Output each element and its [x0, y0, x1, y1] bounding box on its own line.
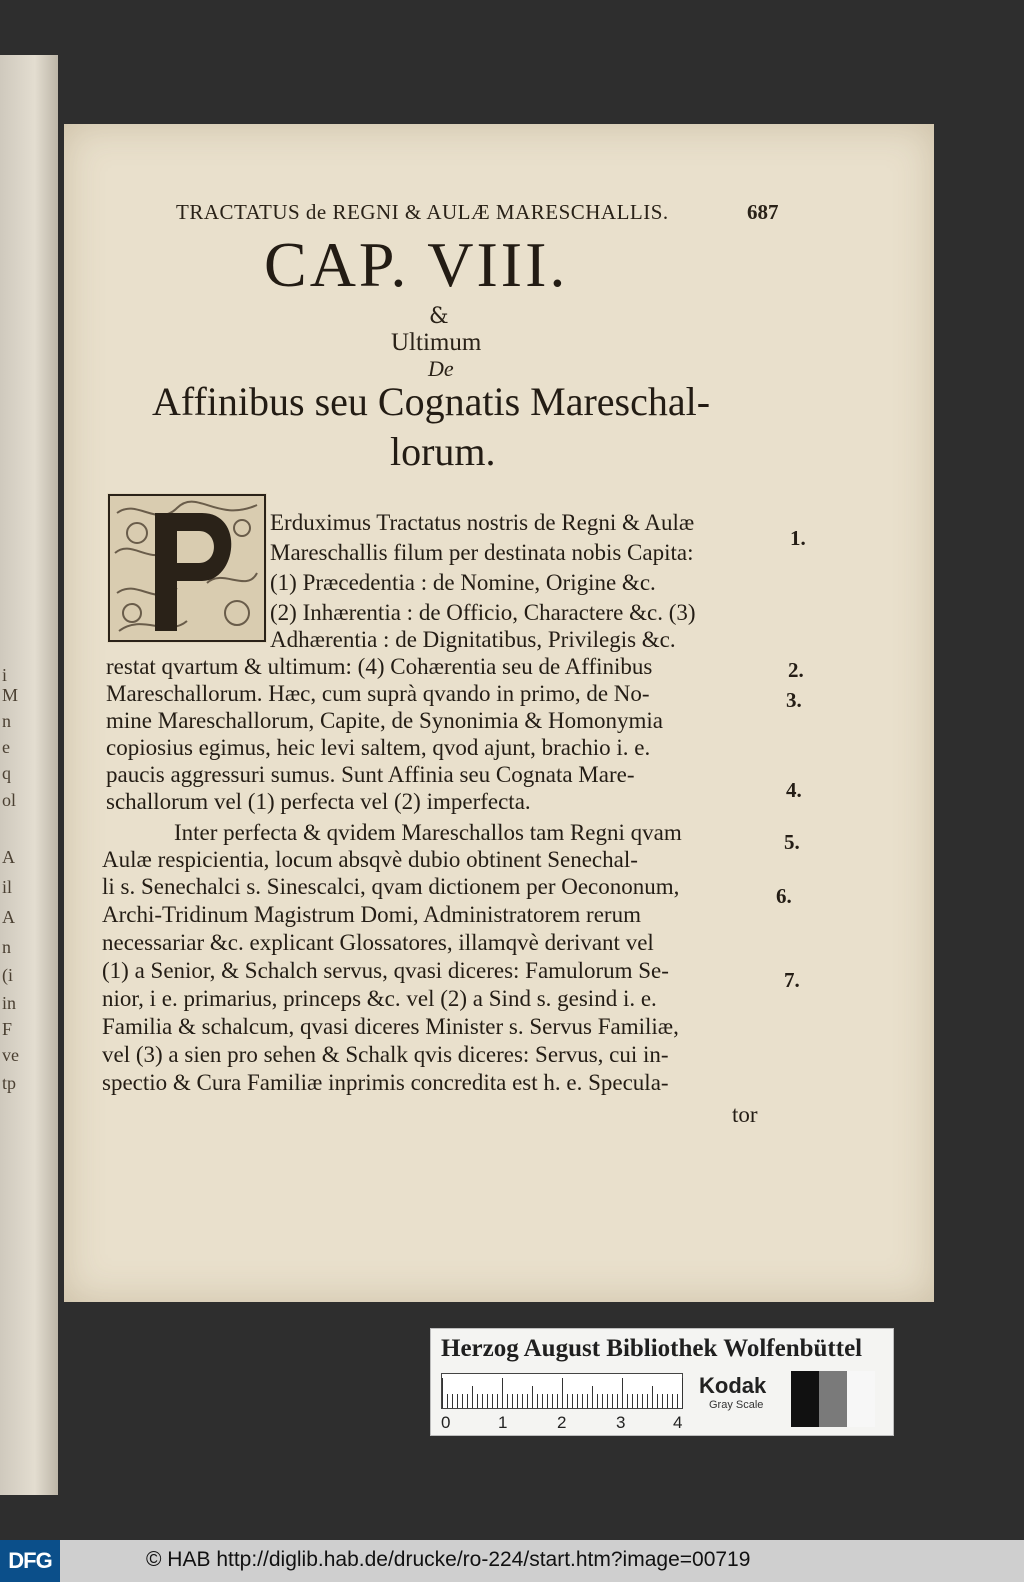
dfg-logo[interactable]: DFG	[0, 1540, 60, 1582]
gray-scale-label: Gray Scale	[709, 1399, 764, 1411]
margin-number: 5.	[784, 830, 800, 854]
text-line: Adhærentia : de Dignitatibus, Privilegis &c.	[270, 627, 676, 652]
decorated-initial-graphic	[107, 493, 267, 643]
text-line: restat qvartum & ultimum: (4) Cohærentia seu de Affinibus	[106, 654, 653, 679]
scale-ruler	[441, 1373, 683, 1409]
ruler-tick	[562, 1378, 563, 1408]
margin-number: 2.	[788, 658, 804, 682]
text-line: Familia & schalcum, qvasi diceres Minister s. Servus Familiæ,	[102, 1014, 679, 1039]
ruler-tick	[597, 1394, 598, 1408]
ruler-tick	[477, 1394, 478, 1408]
page-number: 687	[747, 200, 779, 224]
ruler-tick	[607, 1394, 608, 1408]
ruler-tick	[517, 1394, 518, 1408]
text-line: tor	[732, 1102, 758, 1127]
prev-page-fragment: il	[2, 877, 13, 897]
ruler-tick	[527, 1394, 528, 1408]
margin-number: 3.	[786, 688, 802, 712]
text-line: li s. Senechalci s. Sinescalci, qvam dictionem per Oecononum,	[102, 874, 680, 899]
kodak-brand: Kodak	[699, 1373, 767, 1398]
ruler-tick	[582, 1394, 583, 1408]
prev-page-fragment: (i	[2, 965, 13, 985]
ruler-tick	[447, 1394, 448, 1408]
prev-page-fragment: n	[2, 711, 11, 731]
ruler-tick	[522, 1394, 523, 1408]
chapter-title-line2: lorum.	[390, 429, 496, 474]
ruler-tick	[567, 1394, 568, 1408]
text-line: vel (3) a sien pro sehen & Schalk qvis diceres: Servus, cui in-	[102, 1042, 669, 1067]
text-line: copiosius egimus, heic levi saltem, qvod ajunt, brachio i. e.	[106, 735, 651, 760]
text-line: (2) Inhærentia : de Officio, Charactere &c. (3)	[270, 600, 696, 625]
prev-page-fragment: tp	[2, 1073, 17, 1093]
ruler-tick	[587, 1394, 588, 1408]
text-line: nior, i e. primarius, princeps &c. vel (2) a Sind s. gesind i. e.	[102, 986, 657, 1011]
ruler-number: 0	[441, 1413, 451, 1432]
ruler-tick	[552, 1394, 553, 1408]
ruler-number: 1	[498, 1413, 508, 1432]
text-line: Aulæ respicientia, locum absqvè dubio obtinent Senechal-	[102, 847, 638, 872]
ruler-number: 4	[673, 1413, 683, 1432]
ruler-tick	[622, 1378, 623, 1408]
ruler-tick	[462, 1394, 463, 1408]
ruler-tick	[547, 1394, 548, 1408]
ornament-icon: &	[429, 304, 449, 329]
prev-page-fragment: i	[2, 665, 8, 685]
text-line: (1) a Senior, & Schalch servus, qvasi diceres: Famulorum Se-	[102, 958, 669, 983]
ruler-tick	[612, 1394, 613, 1408]
margin-number: 1.	[790, 526, 806, 550]
library-name: Herzog August Bibliothek Wolfenbüttel	[441, 1335, 863, 1362]
ruler-tick	[657, 1394, 658, 1408]
text-line: Mareschallorum. Hæc, cum suprà qvando in primo, de No-	[106, 681, 650, 706]
ruler-tick	[502, 1378, 503, 1408]
prev-page-fragment: F	[2, 1019, 13, 1039]
swatch-black	[791, 1371, 819, 1427]
text-line: (1) Præcedentia : de Nomine, Origine &c.	[270, 570, 656, 595]
prev-page-fragment: A	[2, 907, 15, 927]
prev-page-fragment: ol	[2, 790, 17, 810]
text-line: Archi-Tridinum Magistrum Domi, Administratorem rerum	[102, 902, 641, 927]
text-line: spectio & Cura Familiæ inprimis concredita est h. e. Specula-	[102, 1070, 669, 1095]
margin-number: 7.	[784, 968, 800, 992]
library-color-label	[430, 1328, 894, 1436]
ruler-tick	[452, 1394, 453, 1408]
copyright-link[interactable]: © HAB http://diglib.hab.de/drucke/ro-224/start.htm?image=00719	[146, 1548, 751, 1571]
chapter-title-line1: Affinibus seu Cognatis Mareschal-	[152, 379, 711, 424]
text-line: paucis aggressuri sumus. Sunt Affinia seu Cognata Mare-	[106, 762, 635, 787]
ruler-tick	[682, 1378, 683, 1408]
ruler-tick	[492, 1394, 493, 1408]
ruler-tick	[537, 1394, 538, 1408]
chapter-de: De	[428, 356, 454, 381]
prev-page-fragment: ve	[2, 1045, 19, 1065]
text-line: necessariar &c. explicant Glossatores, illamqvè derivant vel	[102, 930, 654, 955]
text-line: Mareschallis filum per destinata nobis Capita:	[270, 540, 694, 565]
ruler-tick	[592, 1386, 593, 1408]
ruler-number: 2	[557, 1413, 567, 1432]
ruler-tick	[627, 1394, 628, 1408]
ruler-tick	[482, 1394, 483, 1408]
ruler-tick	[497, 1394, 498, 1408]
ruler-tick	[672, 1394, 673, 1408]
prev-page-fragment: M	[2, 685, 19, 705]
swatch-white	[847, 1371, 875, 1427]
ruler-tick	[617, 1394, 618, 1408]
ruler-tick	[602, 1394, 603, 1408]
prev-page-fragment: n	[2, 937, 11, 957]
previous-page-edge	[0, 55, 58, 1495]
ruler-tick	[442, 1378, 443, 1408]
ruler-tick	[662, 1394, 663, 1408]
gray-swatches	[791, 1371, 875, 1427]
ruler-tick	[542, 1394, 543, 1408]
text-line: Inter perfecta & qvidem Mareschallos tam Regni qvam	[174, 820, 682, 845]
ruler-tick	[642, 1394, 643, 1408]
chapter-ultimum: Ultimum	[391, 329, 482, 356]
margin-number: 6.	[776, 884, 792, 908]
swatch-gray	[819, 1371, 847, 1427]
ruler-tick	[667, 1394, 668, 1408]
ruler-tick	[632, 1394, 633, 1408]
ruler-tick	[512, 1394, 513, 1408]
margin-number: 4.	[786, 778, 802, 802]
ruler-tick	[557, 1394, 558, 1408]
ruler-tick	[457, 1394, 458, 1408]
ruler-tick	[577, 1394, 578, 1408]
ruler-tick	[647, 1394, 648, 1408]
ruler-tick	[532, 1386, 533, 1408]
chapter-heading: CAP. VIII.	[264, 229, 569, 300]
running-title: TRACTATUS de REGNI & AULÆ MARESCHALLIS.	[176, 200, 669, 224]
ruler-tick	[652, 1386, 653, 1408]
text-line: Erduximus Tractatus nostris de Regni & Aulæ	[270, 510, 695, 535]
text-line: schallorum vel (1) perfecta vel (2) imperfecta.	[106, 789, 531, 814]
text-line: mine Mareschallorum, Capite, de Synonimia & Homonymia	[106, 708, 664, 733]
ruler-number: 3	[616, 1413, 626, 1432]
ruler-tick	[467, 1394, 468, 1408]
ruler-tick	[677, 1394, 678, 1408]
footer-bar	[0, 1540, 1024, 1582]
book-page	[64, 124, 934, 1302]
prev-page-fragment: in	[2, 993, 17, 1013]
ruler-tick	[487, 1394, 488, 1408]
prev-page-fragment: A	[2, 847, 15, 867]
ruler-tick	[572, 1394, 573, 1408]
prev-page-fragment: q	[2, 763, 11, 783]
prev-page-fragment: e	[2, 737, 10, 757]
ruler-tick	[472, 1386, 473, 1408]
decorated-initial-p-icon	[107, 493, 267, 643]
ruler-numbers	[441, 1413, 691, 1433]
ruler-tick	[637, 1394, 638, 1408]
ruler-tick	[507, 1394, 508, 1408]
